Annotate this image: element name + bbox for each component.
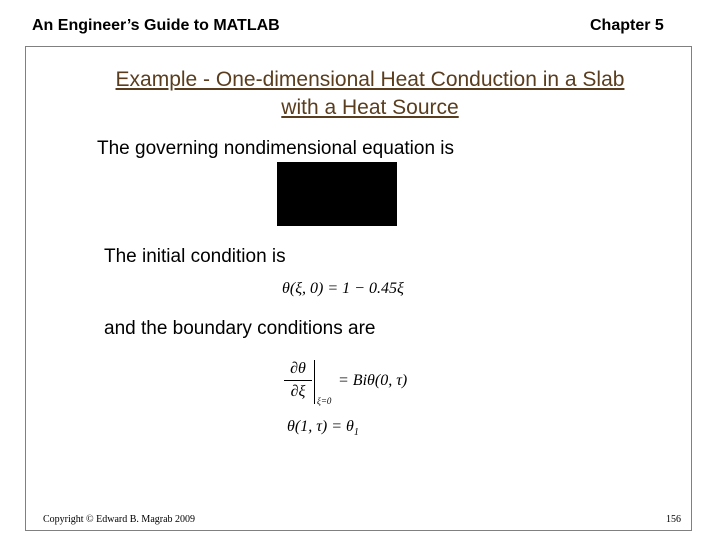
boundary-condition-2 <box>287 418 359 438</box>
fraction-denominator: ∂ξ <box>290 383 306 400</box>
fraction-numerator: ∂θ <box>290 360 306 377</box>
governing-equation-image <box>277 162 397 226</box>
footer-copyright: Copyright © Edward B. Magrab 2009 <box>43 514 196 525</box>
title-line-1: Example - One-dimensional Heat Conduction in a Slab <box>115 68 625 91</box>
slide-title <box>40 66 700 122</box>
boundary-condition-2-lhs: θ(1, τ) = θ <box>287 418 354 435</box>
evaluation-bar <box>314 360 315 404</box>
governing-equation-text: The governing nondimensional equation is <box>97 138 455 159</box>
page-number: 156 <box>666 514 681 525</box>
fraction-bar <box>284 380 312 381</box>
header-chapter: Chapter 5 <box>590 17 664 34</box>
boundary-condition-1-rhs: = Biθ(0, τ) <box>338 372 408 389</box>
initial-condition-equation: θ(ξ, 0) = 1 − 0.45ξ <box>282 280 404 297</box>
boundary-condition-1 <box>282 358 422 410</box>
header-left: An Engineer’s Guide to MATLAB <box>32 17 280 34</box>
boundary-condition-2-subscript: 1 <box>353 427 359 439</box>
title-line-2: with a Heat Source <box>281 96 459 119</box>
initial-condition-text: The initial condition is <box>104 246 286 267</box>
partial-derivative-fraction <box>284 360 312 401</box>
evaluation-subscript: ξ=0 <box>317 396 332 406</box>
boundary-conditions-text: and the boundary conditions are <box>104 318 376 339</box>
